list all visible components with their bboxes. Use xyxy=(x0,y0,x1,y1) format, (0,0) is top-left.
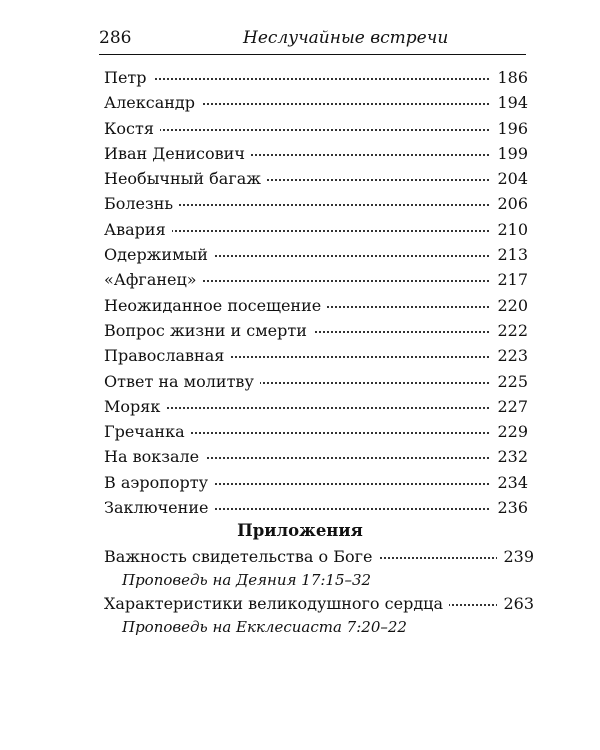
toc-entry[interactable] xyxy=(104,91,528,116)
appendix-entry-title: Характеристики великодушного сердца xyxy=(104,594,449,613)
toc-entry[interactable] xyxy=(104,218,528,243)
toc-entry[interactable] xyxy=(104,167,528,192)
toc-entry[interactable] xyxy=(104,319,528,344)
toc-entry-page: 225 xyxy=(491,372,528,391)
toc-entry[interactable] xyxy=(104,420,528,445)
toc-entry-title: Болезнь xyxy=(104,194,179,213)
toc-entry-page: 220 xyxy=(491,296,528,315)
toc-entry-page: 232 xyxy=(491,447,528,466)
appendix-entry-page: 239 xyxy=(497,547,534,566)
page-header xyxy=(99,28,526,52)
toc-entry-page: 227 xyxy=(491,397,528,416)
toc-entry[interactable] xyxy=(104,294,528,319)
toc-entry-title: Петр xyxy=(104,68,153,87)
toc-entry-title: На вокзале xyxy=(104,447,205,466)
toc-entry-page: 199 xyxy=(491,144,528,163)
toc-entry[interactable] xyxy=(104,268,528,293)
toc-entry-page: 236 xyxy=(491,498,528,517)
toc-entry-title: Одержимый xyxy=(104,245,214,264)
toc-entry-page: 186 xyxy=(491,68,528,87)
appendix-entry[interactable] xyxy=(104,594,534,636)
toc-entry-title: Иван Денисович xyxy=(104,144,251,163)
toc-entry[interactable] xyxy=(104,192,528,217)
appendix-entry-title: Важность свидетельства о Боге xyxy=(104,547,378,566)
toc-entry-title: Неожиданное посещение xyxy=(104,296,327,315)
toc-entry-page: 210 xyxy=(491,220,528,239)
toc-entry-title: Авария xyxy=(104,220,172,239)
toc-entry-title: Александр xyxy=(104,93,201,112)
running-title: Неслучайные встречи xyxy=(243,28,449,48)
page-number: 286 xyxy=(99,28,132,48)
toc-entry-title: Заключение xyxy=(104,498,214,517)
toc-entry[interactable] xyxy=(104,142,528,167)
toc-entry-title: Костя xyxy=(104,119,160,138)
toc-entry-page: 229 xyxy=(491,422,528,441)
toc-entry[interactable] xyxy=(104,471,528,496)
toc-entry-title: Необычный багаж xyxy=(104,169,267,188)
toc-entry[interactable] xyxy=(104,370,528,395)
toc-entry-title: Моряк xyxy=(104,397,166,416)
toc-entry[interactable] xyxy=(104,445,528,470)
appendix-entry-page: 263 xyxy=(497,594,534,613)
table-of-contents xyxy=(104,66,528,521)
toc-entry-page: 204 xyxy=(491,169,528,188)
appendix-entry-subtitle: Проповедь на Екклесиаста 7:20–22 xyxy=(122,618,407,636)
toc-entry-page: 222 xyxy=(491,321,528,340)
toc-entry[interactable] xyxy=(104,395,528,420)
toc-entry[interactable] xyxy=(104,344,528,369)
toc-entry-page: 213 xyxy=(491,245,528,264)
appendix-heading: Приложения xyxy=(237,521,363,540)
toc-entry-title: Православная xyxy=(104,346,230,365)
appendix-entry-subtitle: Проповедь на Деяния 17:15–32 xyxy=(122,571,372,589)
toc-entry-title: «Афганец» xyxy=(104,270,203,289)
toc-entry-page: 194 xyxy=(491,93,528,112)
toc-entry-title: В аэропорту xyxy=(104,473,214,492)
toc-entry[interactable] xyxy=(104,496,528,521)
toc-entry-page: 234 xyxy=(491,473,528,492)
toc-entry[interactable] xyxy=(104,66,528,91)
toc-entry-title: Гречанка xyxy=(104,422,191,441)
toc-entry[interactable] xyxy=(104,243,528,268)
toc-entry-title: Ответ на молитву xyxy=(104,372,260,391)
header-rule xyxy=(99,54,526,55)
dot-leader xyxy=(104,78,528,80)
dot-leader xyxy=(104,129,528,131)
toc-entry-page: 217 xyxy=(491,270,528,289)
toc-entry-page: 196 xyxy=(491,119,528,138)
toc-entry-page: 206 xyxy=(491,194,528,213)
toc-entry-title: Вопрос жизни и смерти xyxy=(104,321,313,340)
appendix-entry[interactable] xyxy=(104,547,534,589)
dot-leader xyxy=(104,407,528,409)
toc-entry[interactable] xyxy=(104,117,528,142)
toc-entry-page: 223 xyxy=(491,346,528,365)
